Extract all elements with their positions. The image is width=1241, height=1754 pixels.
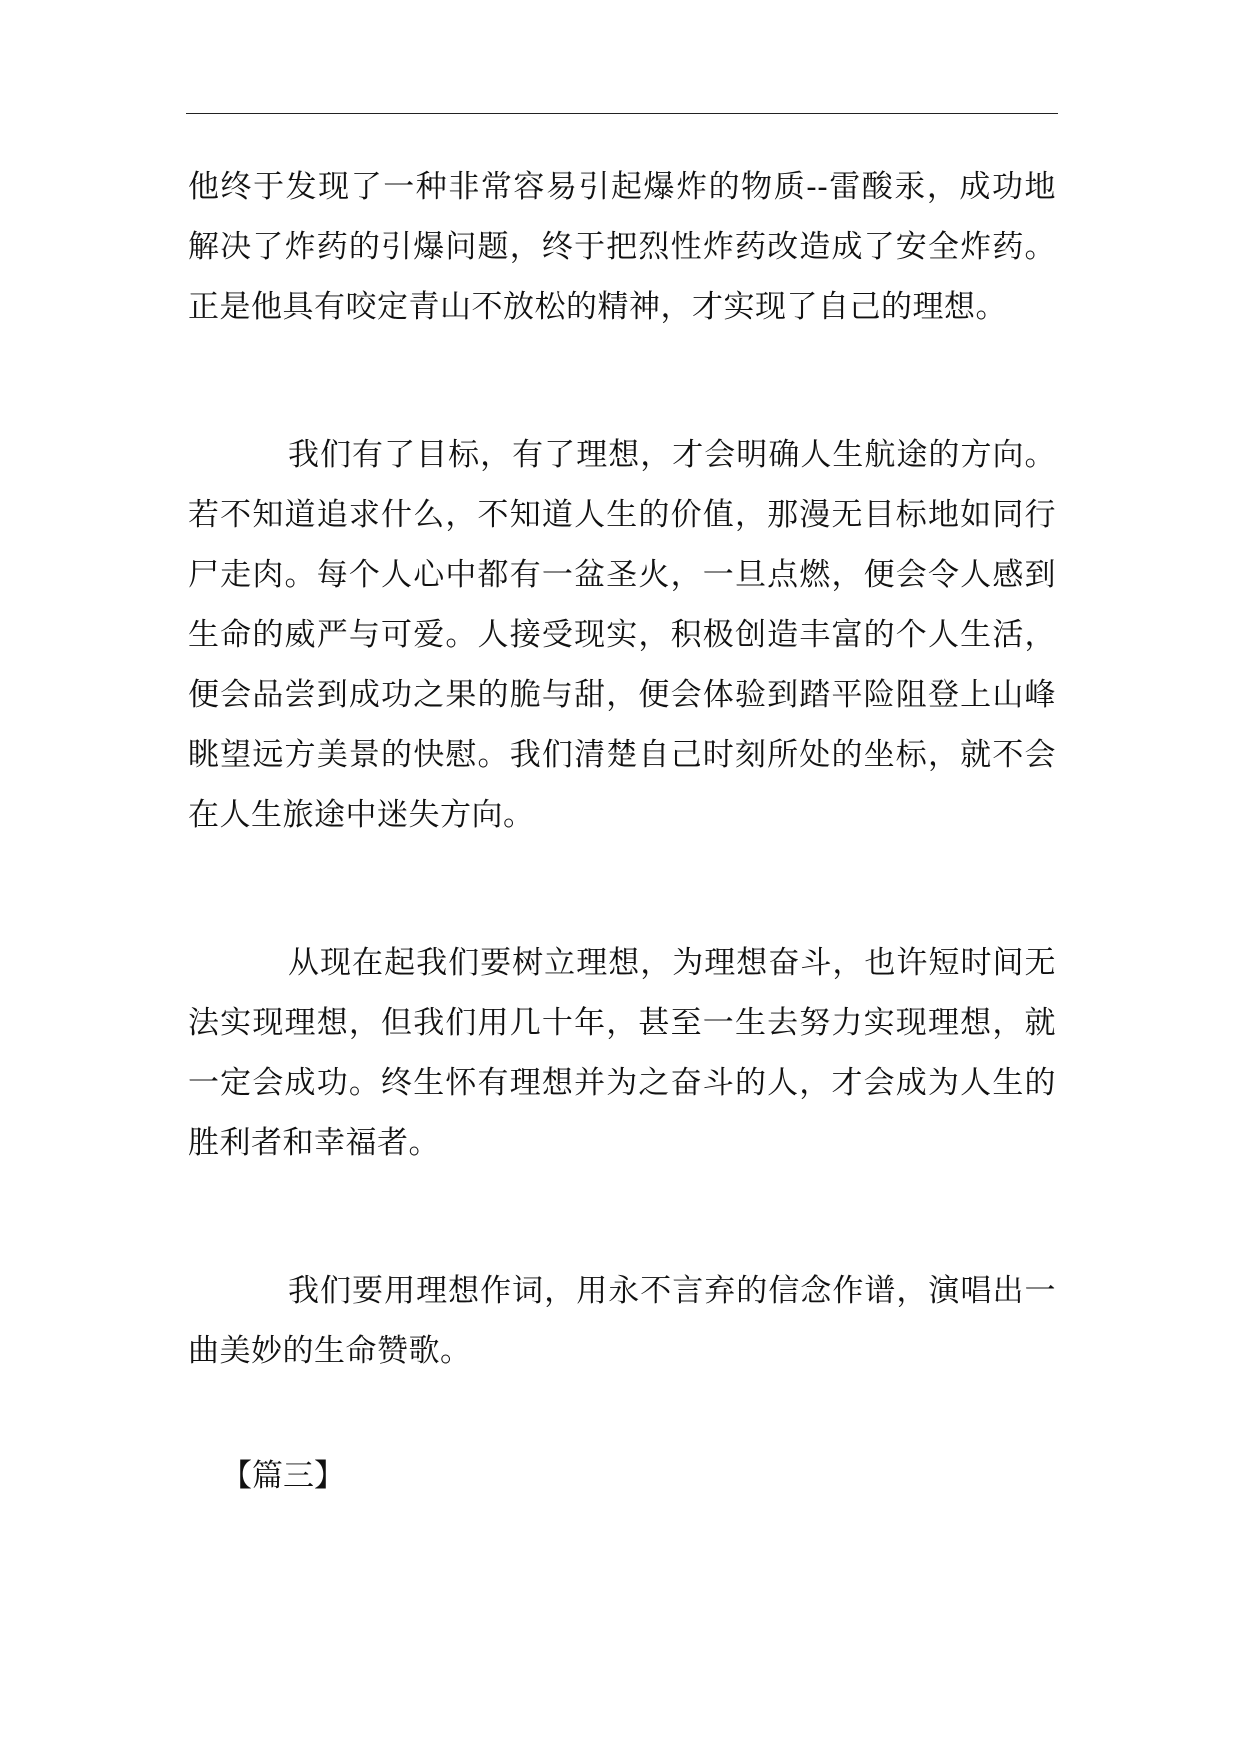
paragraph-4: 我们要用理想作词，用永不言弃的信念作谱，演唱出一曲美妙的生命赞歌。	[188, 1273, 1056, 1369]
paragraph-2: 我们有了目标，有了理想，才会明确人生航途的方向。若不知道追求什么，不知道人生的价值，那漫无目标地如同行尸走肉。每个人心中都有一盆圣火，一旦点燃，便会令人感到生命的威严与可爱。人接受现实，积极创造丰富的个人生活，便会品尝到成功之果的脆与甜，便会体验到踏平险阻登上山峰眺望远方美景的快慰。我们清楚自己时刻所处的坐标，就不会在人生旅途中迷失方向。	[188, 437, 1056, 833]
paragraph-gap	[188, 337, 1056, 425]
section-heading: 【篇三】	[221, 1458, 345, 1494]
paragraph-gap	[188, 845, 1056, 933]
header-rule	[186, 113, 1058, 114]
paragraph-1: 他终于发现了一种非常容易引起爆炸的物质--雷酸汞，成功地解决了炸药的引爆问题，终于把烈性炸药改造成了安全炸药。正是他具有咬定青山不放松的精神，才实现了自己的理想。	[188, 169, 1056, 325]
paragraph-gap	[188, 1173, 1056, 1261]
paragraph-3: 从现在起我们要树立理想，为理想奋斗，也许短时间无法实现理想，但我们用几十年，甚至一生去努力实现理想，就一定会成功。终生怀有理想并为之奋斗的人，才会成为人生的胜利者和幸福者。	[188, 945, 1056, 1161]
document-body	[188, 157, 1056, 1381]
